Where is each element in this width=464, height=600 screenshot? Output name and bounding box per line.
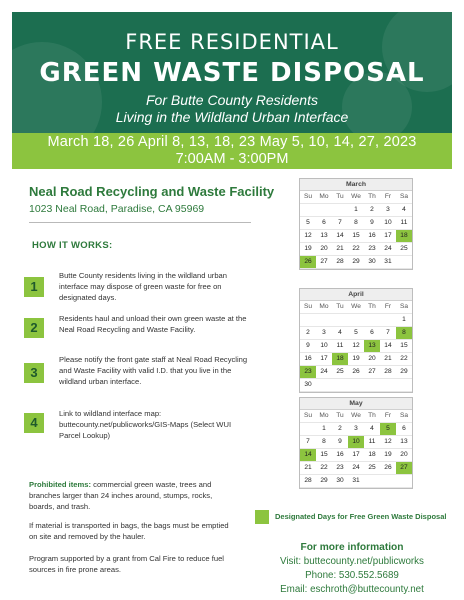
calendar-day: 26 xyxy=(348,365,364,378)
calendar-day: 11 xyxy=(332,339,348,352)
hours: 7:00AM - 3:00PM xyxy=(175,151,289,167)
calendar-day: 15 xyxy=(316,448,332,461)
weekday-label: Tu xyxy=(332,410,348,422)
calendar-day: 7 xyxy=(332,216,348,229)
calendar-day: 10 xyxy=(380,216,396,229)
calendar-day: 27 xyxy=(396,461,412,474)
calendar-empty-cell xyxy=(348,313,364,326)
weekday-label: Su xyxy=(300,410,316,422)
legend-label: Designated Days for Free Green Waste Disposal xyxy=(275,512,447,521)
calendar-day: 13 xyxy=(316,229,332,242)
calendar-day: 17 xyxy=(348,448,364,461)
calendar-day: 27 xyxy=(316,255,332,268)
weekday-label: Fr xyxy=(380,410,396,422)
weekday-label: Tu xyxy=(332,191,348,203)
info-phone: Phone: 530.552.5689 xyxy=(305,570,399,581)
calendar-may xyxy=(299,397,413,489)
banner-audience-1: For Butte County Residents xyxy=(146,92,318,108)
calendar-day: 23 xyxy=(332,461,348,474)
facility-name: Neal Road Recycling and Waste Facility xyxy=(29,184,275,199)
calendar-day: 5 xyxy=(348,326,364,339)
calendar-day: 4 xyxy=(396,203,412,216)
calendar-day: 29 xyxy=(316,474,332,487)
calendar-day: 28 xyxy=(332,255,348,268)
banner-subtitle: FREE RESIDENTIAL xyxy=(125,30,339,54)
facility-address: 1023 Neal Road, Paradise, CA 95969 xyxy=(29,203,205,215)
calendar-day: 25 xyxy=(396,242,412,255)
weekday-label: We xyxy=(348,301,364,313)
step-text: Link to wildland interface map: buttecounty.net/publicworks/GIS-Maps (Select WUI Parcel Lookup) xyxy=(59,409,232,440)
calendar-march xyxy=(299,178,413,270)
calendar-empty-cell xyxy=(396,474,412,487)
calendar-day: 10 xyxy=(348,435,364,448)
calendar-day: 28 xyxy=(300,474,316,487)
calendar-day: 12 xyxy=(300,229,316,242)
weekday-label: Su xyxy=(300,191,316,203)
calendar-day: 8 xyxy=(348,216,364,229)
weekday-label: Fr xyxy=(380,301,396,313)
calendar-day: 2 xyxy=(364,203,380,216)
divider xyxy=(29,222,251,223)
weekday-label: Tu xyxy=(332,301,348,313)
calendar-day: 15 xyxy=(396,339,412,352)
step-text: Please notify the front gate staff at Neal Road Recycling and Waste Facility with valid I.D. that you live in the wildland urban interface. xyxy=(59,355,248,386)
info-title: For more information xyxy=(300,542,404,553)
calendar-day: 16 xyxy=(332,448,348,461)
calendar-day: 7 xyxy=(300,435,316,448)
calendar-day: 3 xyxy=(316,326,332,339)
weekday-label: Mo xyxy=(316,301,332,313)
weekday-label: Sa xyxy=(396,191,412,203)
calendar-month-label: March xyxy=(300,179,412,191)
calendar-empty-cell xyxy=(380,313,396,326)
bags-note: If material is transported in bags, the bags must be emptied on site and removed by the hauler. xyxy=(29,521,229,541)
calendar-day: 14 xyxy=(300,448,316,461)
calendar-day: 18 xyxy=(396,229,412,242)
calendar-day: 16 xyxy=(364,229,380,242)
prohibited-text: commercial green waste, trees and branches larger than 24 inches around, stumps, rocks, boards, and trash. xyxy=(29,480,213,511)
calendar-day: 19 xyxy=(380,448,396,461)
calendar-day: 8 xyxy=(396,326,412,339)
calendar-day: 24 xyxy=(348,461,364,474)
calendar-day: 6 xyxy=(364,326,380,339)
calendar-day: 3 xyxy=(380,203,396,216)
calendar-day: 27 xyxy=(364,365,380,378)
calendar-empty-cell xyxy=(380,378,396,391)
calendar-day: 21 xyxy=(380,352,396,365)
weekday-label: Mo xyxy=(316,191,332,203)
calendar-day: 30 xyxy=(364,255,380,268)
calendar-day: 28 xyxy=(380,365,396,378)
calendar-empty-cell xyxy=(380,474,396,487)
dates-bar xyxy=(12,133,452,169)
calendar-day: 25 xyxy=(332,365,348,378)
calendar-empty-cell xyxy=(300,313,316,326)
banner-title: GREEN WASTE DISPOSAL xyxy=(39,58,425,88)
calendar-day: 6 xyxy=(396,422,412,435)
calendar-month-label: April xyxy=(300,289,412,301)
calendar-day: 21 xyxy=(332,242,348,255)
how-it-works-heading: HOW IT WORKS: xyxy=(32,240,113,251)
calendar-day: 23 xyxy=(300,365,316,378)
info-email: Email: eschroth@buttecounty.net xyxy=(280,584,424,595)
dates-list: March 18, 26 April 8, 13, 18, 23 May 5, 10, 14, 27, 2023 xyxy=(47,134,417,150)
calendar-day: 26 xyxy=(380,461,396,474)
step-number: 2 xyxy=(24,318,44,338)
calendar-day: 16 xyxy=(300,352,316,365)
calendar-day: 30 xyxy=(332,474,348,487)
calendar-empty-cell xyxy=(364,378,380,391)
calendar-day: 8 xyxy=(316,435,332,448)
calendar-day: 22 xyxy=(396,352,412,365)
weekday-label: We xyxy=(348,410,364,422)
calendar-empty-cell xyxy=(364,474,380,487)
prohibited-label: Prohibited items: xyxy=(29,480,92,489)
calendar-day: 5 xyxy=(380,422,396,435)
calendar-day: 25 xyxy=(364,461,380,474)
weekday-label: Sa xyxy=(396,410,412,422)
calendar-day: 23 xyxy=(364,242,380,255)
header-banner xyxy=(12,12,452,133)
calendar-empty-cell xyxy=(316,313,332,326)
calendar-day: 20 xyxy=(316,242,332,255)
calendar-day: 29 xyxy=(396,365,412,378)
calendar-day: 24 xyxy=(316,365,332,378)
weekday-label: Fr xyxy=(380,191,396,203)
calendar-day: 9 xyxy=(300,339,316,352)
calendar-empty-cell xyxy=(396,378,412,391)
calendar-day: 18 xyxy=(332,352,348,365)
calendar-day: 4 xyxy=(332,326,348,339)
calendar-day: 31 xyxy=(380,255,396,268)
calendar-day: 14 xyxy=(332,229,348,242)
calendar-day: 13 xyxy=(396,435,412,448)
calendar-day: 7 xyxy=(380,326,396,339)
calendar-day: 18 xyxy=(364,448,380,461)
weekday-label: Mo xyxy=(316,410,332,422)
step-number: 1 xyxy=(24,277,44,297)
calendar-day: 11 xyxy=(364,435,380,448)
calendar-day: 1 xyxy=(396,313,412,326)
calendar-empty-cell xyxy=(316,378,332,391)
weekday-label: We xyxy=(348,191,364,203)
calendar-day: 4 xyxy=(364,422,380,435)
calendar-day: 31 xyxy=(348,474,364,487)
calendar-day: 1 xyxy=(348,203,364,216)
calendar-day: 5 xyxy=(300,216,316,229)
calendar-day: 29 xyxy=(348,255,364,268)
calendar-day: 14 xyxy=(380,339,396,352)
weekday-label: Th xyxy=(364,301,380,313)
calendar-month-label: May xyxy=(300,398,412,410)
calendar-day: 30 xyxy=(300,378,316,391)
calendar-day: 22 xyxy=(348,242,364,255)
calendar-day: 1 xyxy=(316,422,332,435)
step-number: 4 xyxy=(24,413,44,433)
info-visit: Visit: buttecounty.net/publicworks xyxy=(280,556,424,567)
calendar-day: 11 xyxy=(396,216,412,229)
calendar-day: 20 xyxy=(396,448,412,461)
calendar-day: 10 xyxy=(316,339,332,352)
calendar-day: 12 xyxy=(348,339,364,352)
calendar-empty-cell xyxy=(348,378,364,391)
calendar-empty-cell xyxy=(364,313,380,326)
banner-audience-2: Living in the Wildland Urban Interface xyxy=(115,109,349,125)
calendar-day: 15 xyxy=(348,229,364,242)
calendar-day: 13 xyxy=(364,339,380,352)
calendar-april xyxy=(299,288,413,393)
prohibited-items xyxy=(29,479,237,512)
calendar-day: 9 xyxy=(332,435,348,448)
calendar-empty-cell xyxy=(316,203,332,216)
calendar-day: 2 xyxy=(332,422,348,435)
weekday-label: Sa xyxy=(396,301,412,313)
calendar-day: 17 xyxy=(380,229,396,242)
calendar-empty-cell xyxy=(332,313,348,326)
weekday-label: Su xyxy=(300,301,316,313)
grant-note: Program supported by a grant from Cal Fire to reduce fuel sources in fire prone areas. xyxy=(29,554,224,574)
calendar-day: 12 xyxy=(380,435,396,448)
calendar-day: 19 xyxy=(300,242,316,255)
calendar-day: 6 xyxy=(316,216,332,229)
calendar-day: 19 xyxy=(348,352,364,365)
calendar-day: 17 xyxy=(316,352,332,365)
calendar-day: 21 xyxy=(300,461,316,474)
calendar-empty-cell xyxy=(300,203,316,216)
calendar-day: 26 xyxy=(300,255,316,268)
calendar-empty-cell xyxy=(300,422,316,435)
calendar-day: 9 xyxy=(364,216,380,229)
weekday-label: Th xyxy=(364,410,380,422)
calendar-empty-cell xyxy=(332,378,348,391)
weekday-label: Th xyxy=(364,191,380,203)
step-text: Residents haul and unload their own green waste at the Neal Road Recycling and Waste Facility. xyxy=(59,314,247,334)
calendar-day: 20 xyxy=(364,352,380,365)
legend-swatch xyxy=(255,510,269,524)
calendar-day: 3 xyxy=(348,422,364,435)
calendar-empty-cell xyxy=(332,203,348,216)
calendar-day: 24 xyxy=(380,242,396,255)
calendar-empty-cell xyxy=(396,255,412,268)
calendar-day: 22 xyxy=(316,461,332,474)
calendar-day: 2 xyxy=(300,326,316,339)
step-number: 3 xyxy=(24,363,44,383)
step-text: Butte County residents living in the wildland urban interface may dispose of green waste for free on designated days. xyxy=(59,271,228,302)
